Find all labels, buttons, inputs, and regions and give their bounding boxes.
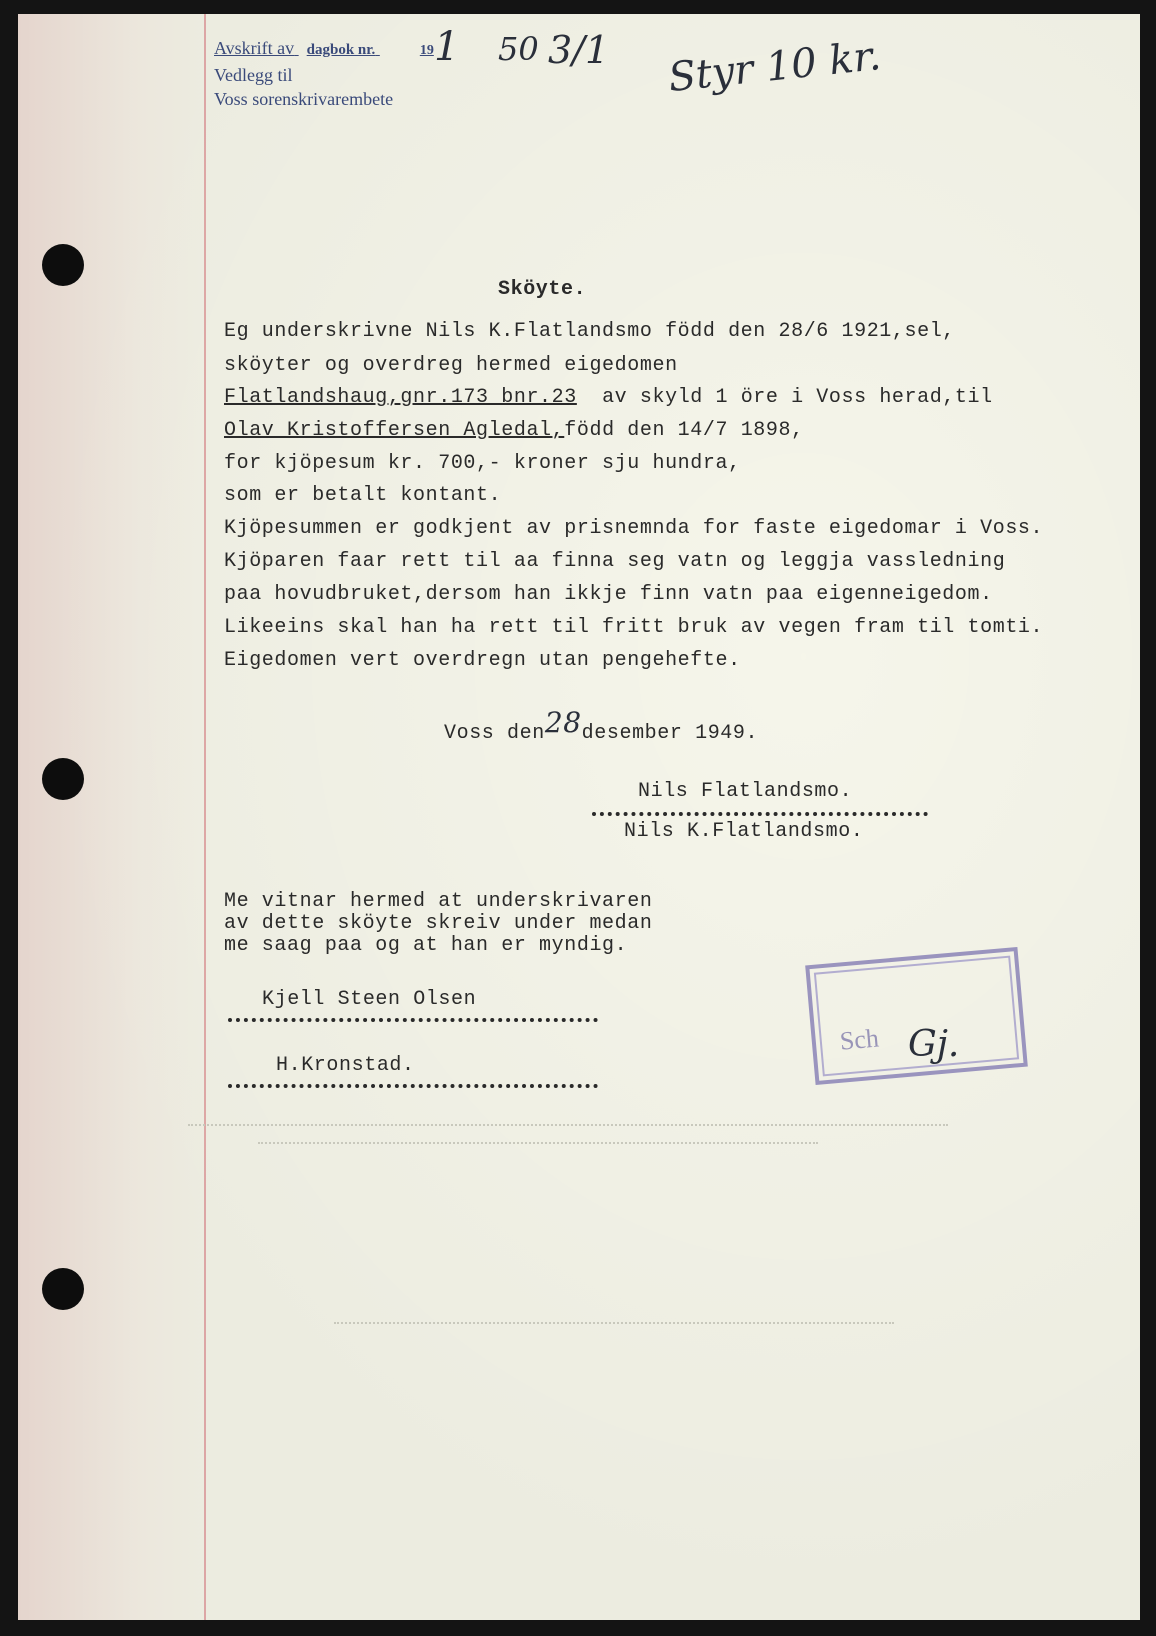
witness2-dotted-line bbox=[228, 1084, 598, 1088]
header-line3: Voss sorenskrivarembete bbox=[214, 89, 394, 109]
seller-typed-name: Nils K.Flatlandsmo. bbox=[624, 820, 864, 843]
deed-line: som er betalt kontant. bbox=[224, 484, 502, 507]
deed-line: paa hovudbruket,dersom han ikkje finn vatn paa eigenneigedom. bbox=[224, 583, 993, 606]
witness2-name: H.Kronstad. bbox=[276, 1054, 415, 1077]
deed-line: for kjöpesum kr. 700,- kroner sju hundra, bbox=[224, 452, 741, 475]
signature-dotted-line bbox=[592, 812, 928, 816]
header-year-prefix: 19 bbox=[419, 43, 434, 58]
witness1-name: Kjell Steen Olsen bbox=[262, 988, 477, 1011]
property-name: Flatlandshaug,gnr.173 bnr.23 bbox=[224, 386, 577, 409]
witness-line: av dette sköyte skreiv under medan bbox=[224, 912, 653, 935]
place-date-line bbox=[444, 706, 759, 745]
witness-line: me saag paa og at han er myndig. bbox=[224, 934, 628, 957]
handwritten-year: 50 bbox=[498, 30, 539, 68]
buyer-name: Olav Kristoffersen Agledal, bbox=[224, 419, 565, 442]
witness-line: Me vitnar hermed at underskrivaren bbox=[224, 890, 653, 913]
handwritten-fee-note: Styr 10 kr. bbox=[666, 32, 884, 102]
header-line2: Vedlegg til bbox=[214, 65, 293, 85]
deed-line: Kjöparen faar rett til aa finna seg vatn og leggja vassledning bbox=[224, 550, 1006, 573]
header-dagbok: dagbok nr. bbox=[306, 42, 376, 58]
stamp-text: Sch bbox=[838, 1023, 881, 1056]
faint-bleed-line bbox=[188, 1124, 948, 1126]
buyer-rest: född den 14/7 1898, bbox=[564, 419, 804, 442]
property-rest: av skyld 1 öre i Voss herad,til bbox=[602, 386, 993, 409]
deed-property-line bbox=[224, 386, 993, 409]
witness1-dotted-line bbox=[228, 1018, 598, 1022]
handwritten-day: 28 bbox=[544, 706, 582, 739]
deed-line: sköyter og overdreg hermed eigedomen bbox=[224, 354, 678, 377]
seller-signature: Nils Flatlandsmo. bbox=[638, 780, 853, 803]
punch-hole bbox=[42, 244, 84, 286]
punch-hole bbox=[42, 1268, 84, 1310]
handwritten-date: 3/1 bbox=[548, 28, 610, 72]
deed-line: Eg underskrivne Nils K.Flatlandsmo född den 28/6 1921,sel, bbox=[224, 320, 955, 343]
registry-header bbox=[214, 36, 434, 111]
deed-line: Kjöpesummen er godkjent av prisnemnda for faste eigedomar i Voss. bbox=[224, 517, 1044, 540]
deed-line: Likeeins skal han ha rett til fritt bruk av vegen fram til tomti. bbox=[224, 616, 1044, 639]
margin-line bbox=[204, 14, 206, 1620]
place-date-b: desember 1949. bbox=[581, 722, 759, 745]
deed-line: Eigedomen vert overdregn utan pengehefte. bbox=[224, 649, 741, 672]
faint-bleed-line bbox=[334, 1322, 894, 1324]
place-date-a: Voss den bbox=[444, 722, 545, 745]
deed-title: Sköyte. bbox=[498, 278, 587, 301]
document-page bbox=[18, 14, 1140, 1620]
punch-hole bbox=[42, 758, 84, 800]
handwritten-dagbok-number: 1 bbox=[434, 24, 460, 70]
deed-buyer-line bbox=[224, 419, 804, 442]
header-line1: Avskrift av bbox=[214, 38, 295, 58]
stamp-initials: Gj. bbox=[908, 1024, 960, 1065]
faint-bleed-line bbox=[258, 1142, 818, 1144]
